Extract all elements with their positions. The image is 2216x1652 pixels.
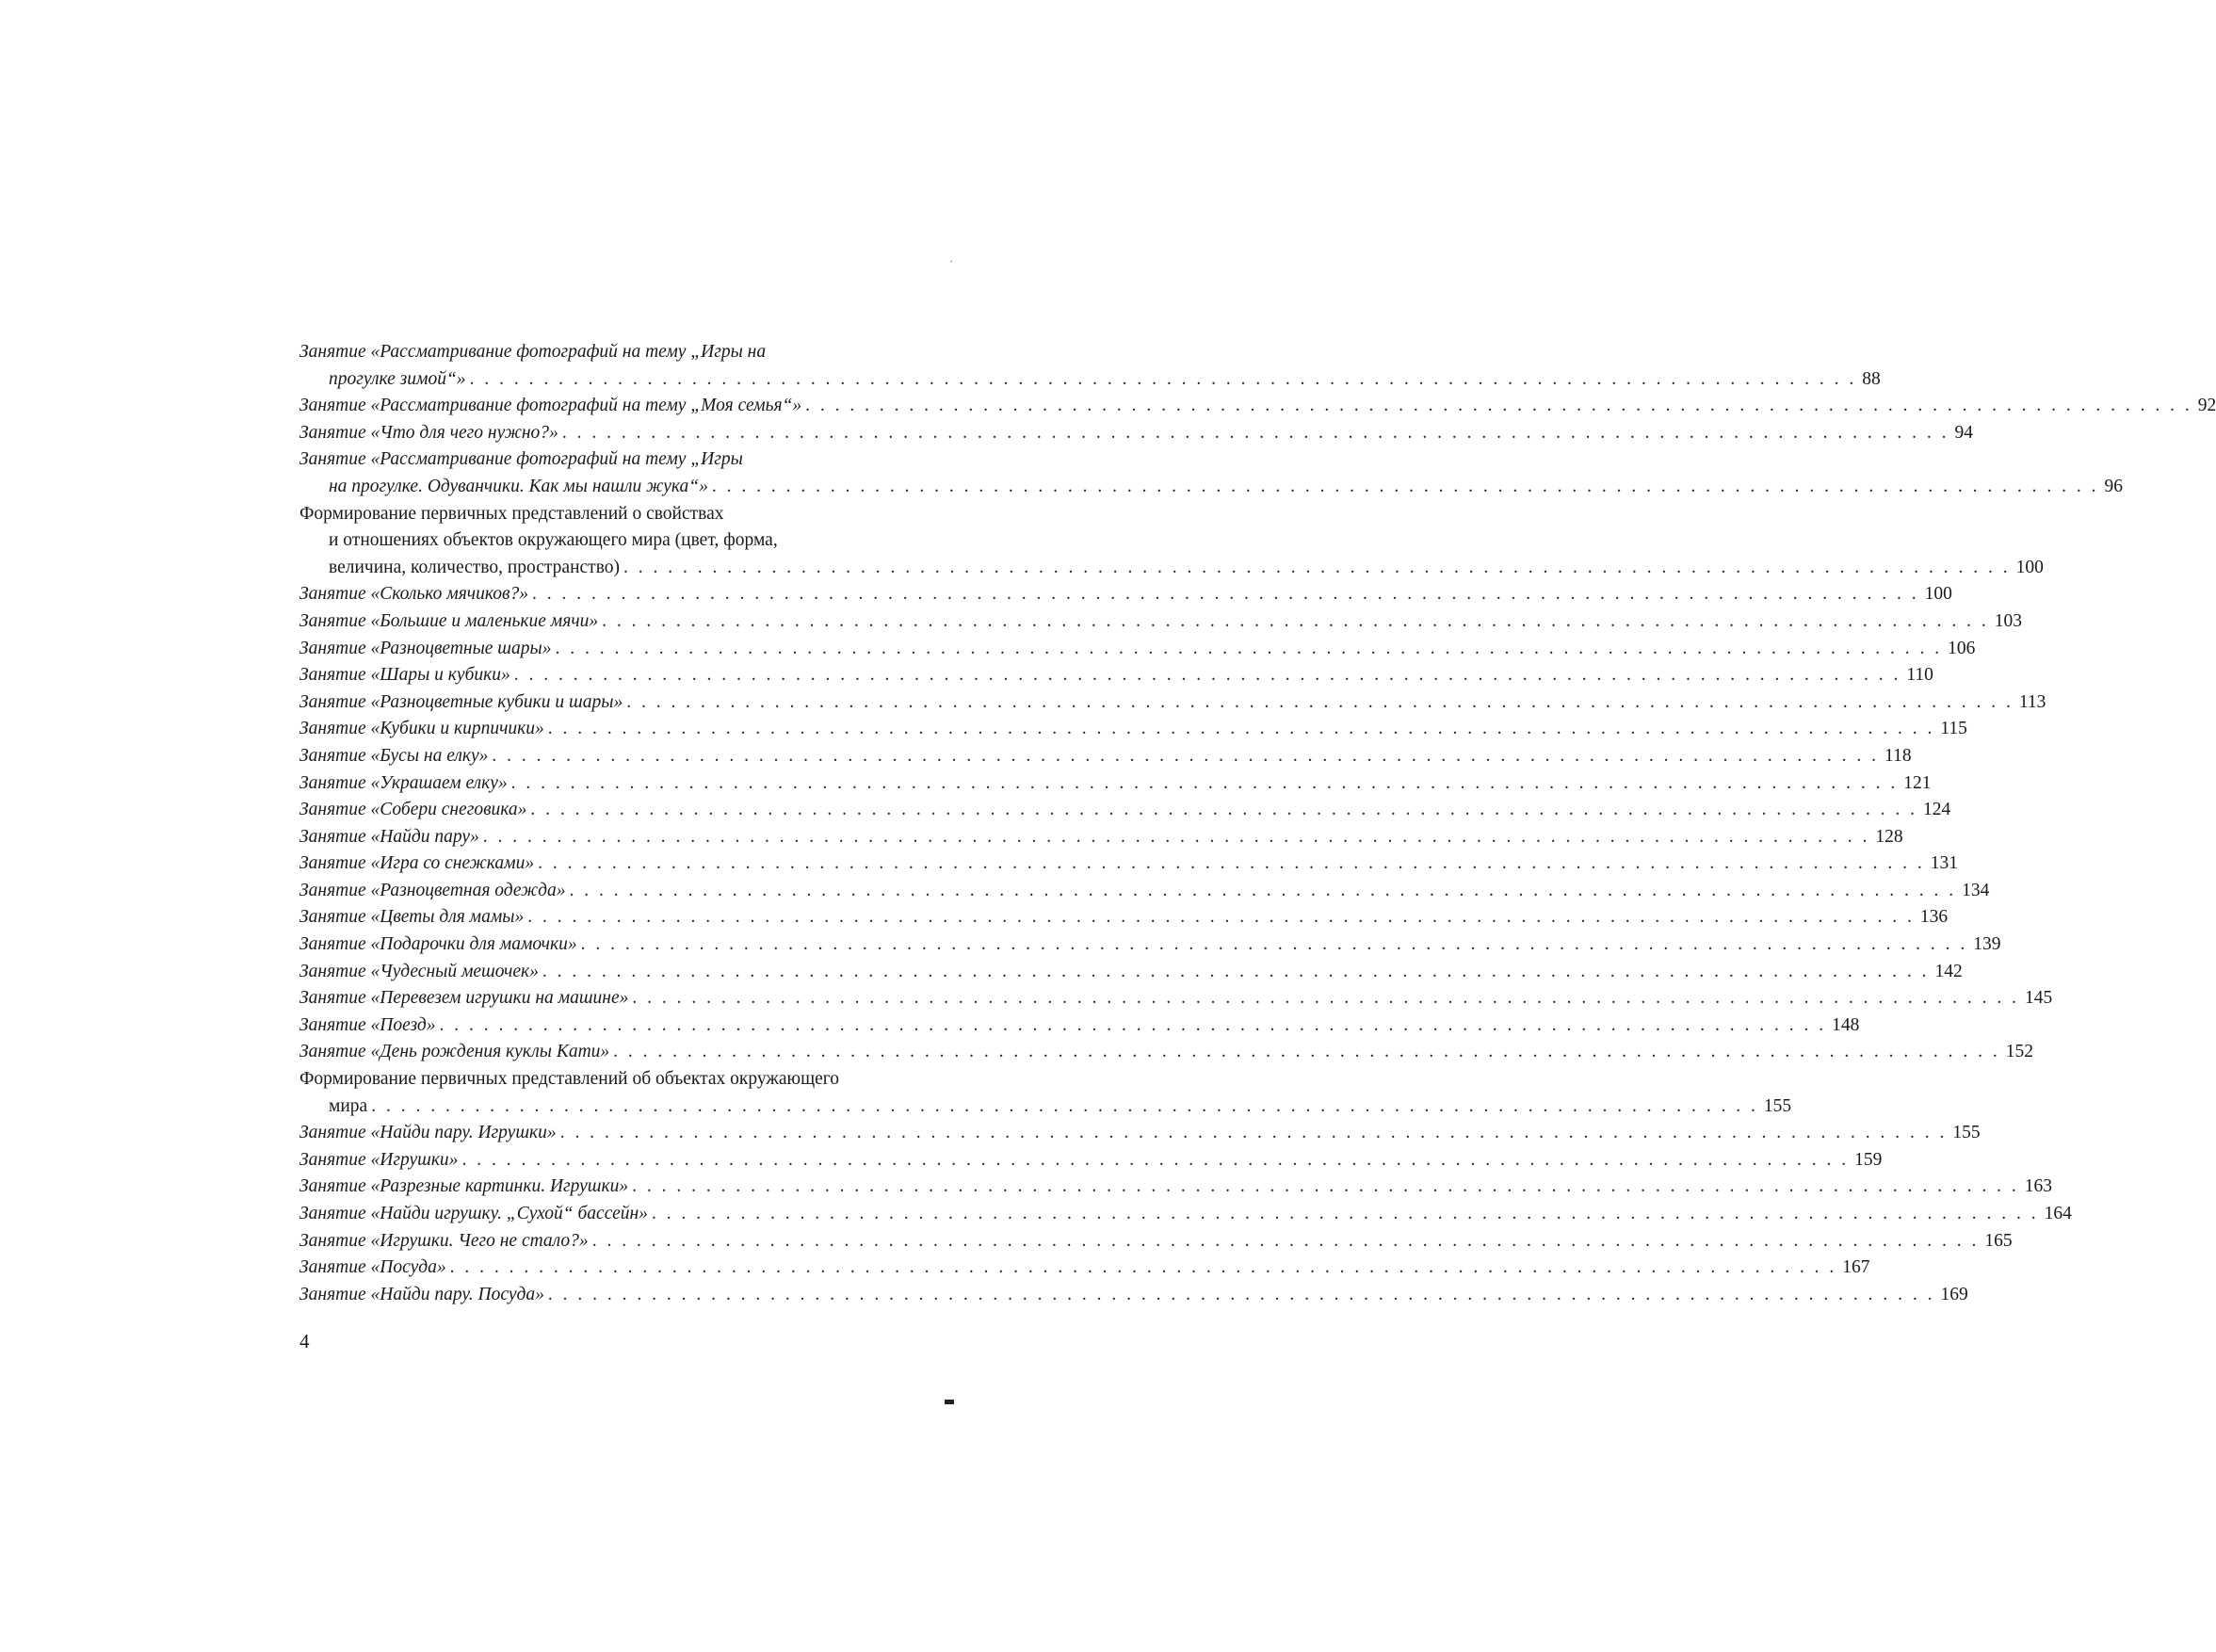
toc-section-entry	[299, 501, 2044, 582]
toc-page-number: 115	[1940, 719, 1967, 739]
dot-leader: . . . . . . . . . . . . . . . . . . . . . . . . . . . . . . . . . . . . . . . . . . . . . . . . . . . . . . . . . . . . . . . . . . . . . . . . . . . . . . . . . . . . . . . . . . . . . .	[602, 610, 1989, 631]
dot-leader: . . . . . . . . . . . . . . . . . . . . . . . . . . . . . . . . . . . . . . . . . . . . . . . . . . . . . . . . . . . . . . . . . . . . . . . . . . . . . . . . . . . . . . . . . . . . . .	[492, 745, 1880, 766]
toc-page-number: 94	[1954, 422, 1973, 443]
toc-entry-title: Занятие «Игра со снежками»	[299, 853, 535, 874]
toc-lesson-entry	[299, 1012, 1860, 1040]
toc-entry-line	[299, 339, 899, 366]
dot-leader: . . . . . . . . . . . . . . . . . . . . . . . . . . . . . . . . . . . . . . . . . . . . . . . . . . . . . . . . . . . . . . . . . . . . . . . . . . . . . . . . . . . . . . . . . . . . . .	[613, 1042, 2000, 1062]
toc-entry-line	[299, 581, 1952, 608]
toc-entry-title: Занятие «Разрезные картинки. Игрушки»	[299, 1176, 629, 1197]
dot-leader: . . . . . . . . . . . . . . . . . . . . . . . . . . . . . . . . . . . . . . . . . . . . . . . . . . . . . . . . . . . . . . . . . . . . . . . . . . . . . . . . . . . . . . . . . . . . . .	[538, 853, 1925, 874]
toc-entry-line	[299, 797, 1951, 824]
toc-entry-line	[299, 446, 899, 474]
toc-entry-line	[299, 474, 2123, 501]
toc-lesson-entry	[299, 1039, 2034, 1066]
toc-entry-line	[299, 850, 1958, 878]
toc-page-number: 88	[1862, 368, 1881, 389]
toc-entry-line	[299, 1174, 2053, 1201]
table-of-contents	[299, 339, 2216, 1308]
toc-entry-title: Занятие «Чудесный мешочек»	[299, 961, 539, 981]
toc-entry-title: Занятие «Поезд»	[299, 1014, 436, 1035]
toc-entry-line	[299, 420, 1973, 447]
toc-entry-title: Занятие «Большие и маленькие мячи»	[299, 610, 599, 631]
toc-lesson-entry	[299, 824, 1903, 851]
toc-lesson-entry	[299, 662, 1933, 689]
toc-entry-line	[299, 366, 1881, 394]
toc-entry-title: Занятие «Бусы на елку»	[299, 745, 489, 766]
toc-entry-line	[299, 743, 1912, 770]
toc-entry-line	[299, 904, 1949, 931]
toc-lesson-entry	[299, 1174, 2053, 1201]
toc-lesson-entry	[299, 1201, 2072, 1228]
toc-entry-title: Формирование первичных представлений о свойствах	[299, 503, 724, 524]
toc-entry-title: Занятие «Цветы для мамы»	[299, 907, 525, 928]
toc-entry-line	[299, 1255, 1870, 1282]
toc-entry-line	[299, 824, 1903, 851]
toc-entry-title: мира	[329, 1095, 368, 1116]
toc-page-number: 142	[1934, 961, 1963, 981]
toc-lesson-entry	[299, 797, 1951, 824]
toc-entry-line	[299, 527, 899, 555]
toc-entry-title: Занятие «Шары и кубики»	[299, 665, 510, 686]
toc-page-number: 136	[1919, 907, 1949, 928]
toc-lesson-entry	[299, 985, 2053, 1012]
toc-lesson-entry	[299, 393, 2216, 420]
toc-entry-title: Занятие «Подарочки для мамочки»	[299, 934, 577, 955]
toc-page-number: 159	[1854, 1149, 1883, 1170]
toc-entry-line	[299, 501, 899, 528]
dot-leader: . . . . . . . . . . . . . . . . . . . . . . . . . . . . . . . . . . . . . . . . . . . . . . . . . . . . . . . . . . . . . . . . . . . . . . . . . . . . . . . . . . . . . . . . . . . . . .	[469, 368, 1857, 389]
dot-leader: . . . . . . . . . . . . . . . . . . . . . . . . . . . . . . . . . . . . . . . . . . . . . . . . . . . . . . . . . . . . . . . . . . . . . . . . . . . . . . . . . . . . . . . . . . . . . .	[513, 665, 1901, 686]
toc-lesson-entry	[299, 743, 1912, 770]
toc-entry-title: Занятие «Рассматривание фотографий на тему „Моя семья“»	[299, 396, 802, 416]
toc-page-number: 145	[2025, 988, 2053, 1009]
toc-lesson-entry	[299, 770, 1932, 798]
toc-lesson-entry	[299, 904, 1949, 931]
dot-leader: . . . . . . . . . . . . . . . . . . . . . . . . . . . . . . . . . . . . . . . . . . . . . . . . . . . . . . . . . . . . . . . . . . . . . . . . . . . . . . . . . . . . . . . . . . . . . .	[542, 961, 1930, 981]
dot-leader: . . . . . . . . . . . . . . . . . . . . . . . . . . . . . . . . . . . . . . . . . . . . . . . . . . . . . . . . . . . . . . . . . . . . . . . . . . . . . . . . . . . . . . . . . . . . . .	[439, 1014, 1827, 1035]
toc-entry-title: Занятие «День рождения куклы Кати»	[299, 1042, 610, 1062]
toc-lesson-entry	[299, 339, 1881, 393]
toc-entry-line	[299, 770, 1932, 798]
toc-lesson-entry	[299, 1282, 1968, 1309]
dot-leader: . . . . . . . . . . . . . . . . . . . . . . . . . . . . . . . . . . . . . . . . . . . . . . . . . . . . . . . . . . . . . . . . . . . . . . . . . . . . . . . . . . . . . . . . . . . . . .	[547, 1284, 1935, 1304]
toc-entry-title: Занятие «Игрушки»	[299, 1149, 459, 1170]
toc-entry-title: Формирование первичных представлений об объектах окружающего	[299, 1069, 840, 1090]
toc-lesson-entry	[299, 1120, 1981, 1147]
toc-lesson-entry	[299, 959, 1963, 986]
dot-leader: . . . . . . . . . . . . . . . . . . . . . . . . . . . . . . . . . . . . . . . . . . . . . . . . . . . . . . . . . . . . . . . . . . . . . . . . . . . . . . . . . . . . . . . . . . . . . .	[632, 988, 2019, 1009]
toc-entry-line	[299, 716, 1967, 743]
toc-page-number: 152	[2005, 1042, 2034, 1062]
toc-page-number: 128	[1875, 826, 1903, 847]
dot-leader: . . . . . . . . . . . . . . . . . . . . . . . . . . . . . . . . . . . . . . . . . . . . . . . . . . . . . . . . . . . . . . . . . . . . . . . . . . . . . . . . . . . . . . . . . . . . . .	[805, 396, 2192, 416]
toc-lesson-entry	[299, 581, 1952, 608]
dot-leader: . . . . . . . . . . . . . . . . . . . . . . . . . . . . . . . . . . . . . . . . . . . . . . . . . . . . . . . . . . . . . . . . . . . . . . . . . . . . . . . . . . . . . . . . . . . . . .	[626, 691, 2014, 712]
dot-leader: . . . . . . . . . . . . . . . . . . . . . . . . . . . . . . . . . . . . . . . . . . . . . . . . . . . . . . . . . . . . . . . . . . . . . . . . . . . . . . . . . . . . . . . . . . . . . .	[561, 422, 1949, 443]
toc-page-number: 164	[2044, 1204, 2072, 1223]
toc-page-number: 148	[1832, 1014, 1860, 1035]
toc-page-number: 155	[1952, 1123, 1981, 1143]
toc-page-number: 163	[2024, 1176, 2053, 1197]
toc-entry-title: Занятие «Найди пару. Игрушки»	[299, 1123, 557, 1143]
toc-page-number: 169	[1940, 1284, 1968, 1304]
toc-page-number: 167	[1842, 1257, 1870, 1278]
toc-entry-title: Занятие «Кубики и кирпичики»	[299, 719, 544, 739]
toc-entry-line	[299, 1039, 2034, 1066]
toc-entry-line	[299, 985, 2053, 1012]
toc-entry-line	[299, 931, 2001, 959]
toc-entry-title: Занятие «Что для чего нужно?»	[299, 422, 558, 443]
toc-entry-line	[299, 1093, 1792, 1121]
dot-leader: . . . . . . . . . . . . . . . . . . . . . . . . . . . . . . . . . . . . . . . . . . . . . . . . . . . . . . . . . . . . . . . . . . . . . . . . . . . . . . . . . . . . . . . . . . . . . .	[547, 719, 1935, 739]
toc-entry-title: Занятие «Разноцветная одежда»	[299, 880, 566, 900]
dot-leader: . . . . . . . . . . . . . . . . . . . . . . . . . . . . . . . . . . . . . . . . . . . . . . . . . . . . . . . . . . . . . . . . . . . . . . . . . . . . . . . . . . . . . . . . . . . . . .	[530, 800, 1918, 820]
toc-entry-title: Занятие «Разноцветные кубики и шары»	[299, 691, 623, 712]
dot-leader: . . . . . . . . . . . . . . . . . . . . . . . . . . . . . . . . . . . . . . . . . . . . . . . . . . . . . . . . . . . . . . . . . . . . . . . . . . . . . . . . . . . . . . . . . . . . . .	[531, 584, 1919, 605]
dot-leader: . . . . . . . . . . . . . . . . . . . . . . . . . . . . . . . . . . . . . . . . . . . . . . . . . . . . . . . . . . . . . . . . . . . . . . . . . . . . . . . . . . . . . . . . . . . . . .	[461, 1149, 1850, 1170]
toc-lesson-entry	[299, 1147, 1883, 1174]
toc-lesson-entry	[299, 446, 2123, 500]
toc-entry-title: Занятие «Перевезем игрушки на машине»	[299, 988, 629, 1009]
toc-entry-line	[299, 555, 2044, 582]
toc-entry-title: на прогулке. Одуванчики. Как мы нашли жука“»	[329, 476, 708, 496]
toc-entry-line	[299, 689, 2046, 717]
toc-entry-line	[299, 608, 2022, 636]
toc-lesson-entry	[299, 1255, 1870, 1282]
toc-entry-title: и отношениях объектов окружающего мира (цвет, форма,	[329, 530, 778, 551]
toc-page-number: 103	[1994, 610, 2022, 631]
toc-entry-title: Занятие «Украшаем елку»	[299, 772, 508, 793]
scan-edge-tick	[950, 260, 952, 263]
toc-lesson-entry	[299, 1228, 2013, 1255]
toc-page-number: 96	[2104, 476, 2123, 496]
dot-leader: . . . . . . . . . . . . . . . . . . . . . . . . . . . . . . . . . . . . . . . . . . . . . . . . . . . . . . . . . . . . . . . . . . . . . . . . . . . . . . . . . . . . . . . . . . . . . .	[449, 1257, 1837, 1278]
toc-entry-title: Занятие «Рассматривание фотографий на тему „Игры на	[299, 342, 767, 362]
toc-entry-line	[299, 393, 2216, 420]
toc-page-number: 106	[1948, 638, 1976, 658]
toc-page-number: 131	[1930, 853, 1958, 874]
toc-entry-line	[299, 959, 1963, 986]
toc-entry-title: Занятие «Игрушки. Чего не стало?»	[299, 1230, 589, 1251]
toc-page-number: 110	[1906, 665, 1933, 686]
toc-entry-title: Занятие «Сколько мячиков?»	[299, 584, 528, 605]
toc-entry-title: Занятие «Собери снеговика»	[299, 800, 527, 820]
toc-lesson-entry	[299, 420, 1973, 447]
toc-entry-line	[299, 878, 1990, 905]
toc-entry-line	[299, 636, 1976, 663]
toc-entry-line	[299, 662, 1933, 689]
toc-page-number: 139	[1973, 934, 2001, 955]
toc-entry-line	[299, 1282, 1968, 1309]
dot-leader: . . . . . . . . . . . . . . . . . . . . . . . . . . . . . . . . . . . . . . . . . . . . . . . . . . . . . . . . . . . . . . . . . . . . . . . . . . . . . . . . . . . . . . . . . . . . . .	[651, 1204, 2039, 1223]
toc-entry-line	[299, 1120, 1981, 1147]
page-number: 4	[299, 1330, 310, 1352]
toc-lesson-entry	[299, 878, 1990, 905]
dot-leader: . . . . . . . . . . . . . . . . . . . . . . . . . . . . . . . . . . . . . . . . . . . . . . . . . . . . . . . . . . . . . . . . . . . . . . . . . . . . . . . . . . . . . . . . . . . . . .	[580, 934, 1968, 955]
toc-page-number: 124	[1923, 800, 1951, 820]
dot-leader: . . . . . . . . . . . . . . . . . . . . . . . . . . . . . . . . . . . . . . . . . . . . . . . . . . . . . . . . . . . . . . . . . . . . . . . . . . . . . . . . . . . . . . . . . . . . . .	[632, 1176, 2019, 1197]
toc-entry-title: Занятие «Найди игрушку. „Сухой“ бассейн»	[299, 1204, 648, 1223]
toc-page-number: 92	[2197, 396, 2216, 416]
dot-leader: . . . . . . . . . . . . . . . . . . . . . . . . . . . . . . . . . . . . . . . . . . . . . . . . . . . . . . . . . . . . . . . . . . . . . . . . . . . . . . . . . . . . . . . . . . . . . .	[711, 476, 2099, 496]
toc-lesson-entry	[299, 636, 1976, 663]
dot-leader: . . . . . . . . . . . . . . . . . . . . . . . . . . . . . . . . . . . . . . . . . . . . . . . . . . . . . . . . . . . . . . . . . . . . . . . . . . . . . . . . . . . . . . . . . . . . . .	[623, 557, 2011, 577]
toc-page-number: 121	[1903, 772, 1932, 793]
dot-leader: . . . . . . . . . . . . . . . . . . . . . . . . . . . . . . . . . . . . . . . . . . . . . . . . . . . . . . . . . . . . . . . . . . . . . . . . . . . . . . . . . . . . . . . . . . . . . .	[569, 880, 1957, 900]
scan-edge-mark	[945, 1400, 954, 1404]
dot-leader: . . . . . . . . . . . . . . . . . . . . . . . . . . . . . . . . . . . . . . . . . . . . . . . . . . . . . . . . . . . . . . . . . . . . . . . . . . . . . . . . . . . . . . . . . . . . . .	[559, 1123, 1948, 1143]
dot-leader: . . . . . . . . . . . . . . . . . . . . . . . . . . . . . . . . . . . . . . . . . . . . . . . . . . . . . . . . . . . . . . . . . . . . . . . . . . . . . . . . . . . . . . . . . . . . . .	[591, 1230, 1980, 1251]
toc-page-number: 100	[2015, 557, 2044, 577]
dot-leader: . . . . . . . . . . . . . . . . . . . . . . . . . . . . . . . . . . . . . . . . . . . . . . . . . . . . . . . . . . . . . . . . . . . . . . . . . . . . . . . . . . . . . . . . . . . . . .	[510, 772, 1899, 793]
dot-leader: . . . . . . . . . . . . . . . . . . . . . . . . . . . . . . . . . . . . . . . . . . . . . . . . . . . . . . . . . . . . . . . . . . . . . . . . . . . . . . . . . . . . . . . . . . . . . .	[555, 638, 1943, 658]
toc-entry-title: величина, количество, пространство)	[329, 557, 621, 577]
toc-entry-line	[299, 1012, 1860, 1040]
toc-page-number: 118	[1884, 745, 1912, 766]
toc-entry-title: Занятие «Рассматривание фотографий на тему „Игры	[299, 449, 743, 470]
dot-leader: . . . . . . . . . . . . . . . . . . . . . . . . . . . . . . . . . . . . . . . . . . . . . . . . . . . . . . . . . . . . . . . . . . . . . . . . . . . . . . . . . . . . . . . . . . . . . .	[527, 907, 1915, 928]
toc-lesson-entry	[299, 608, 2022, 636]
toc-lesson-entry	[299, 716, 1967, 743]
toc-entry-line	[299, 1201, 2072, 1228]
toc-lesson-entry	[299, 931, 2001, 959]
toc-page-number: 134	[1962, 880, 1990, 900]
dot-leader: . . . . . . . . . . . . . . . . . . . . . . . . . . . . . . . . . . . . . . . . . . . . . . . . . . . . . . . . . . . . . . . . . . . . . . . . . . . . . . . . . . . . . . . . . . . . . .	[482, 826, 1870, 847]
toc-entry-title: Занятие «Посуда»	[299, 1257, 446, 1278]
toc-page-number: 100	[1924, 584, 1952, 605]
toc-lesson-entry	[299, 850, 1958, 878]
dot-leader: . . . . . . . . . . . . . . . . . . . . . . . . . . . . . . . . . . . . . . . . . . . . . . . . . . . . . . . . . . . . . . . . . . . . . . . . . . . . . . . . . . . . . . . . . . . . . .	[371, 1095, 1758, 1116]
toc-entry-title: Занятие «Найди пару»	[299, 826, 479, 847]
toc-entry-title: Занятие «Разноцветные шары»	[299, 638, 552, 658]
toc-entry-line	[299, 1228, 2013, 1255]
toc-entry-line	[299, 1066, 899, 1093]
toc-section-entry	[299, 1066, 1792, 1120]
toc-page-number: 165	[1984, 1230, 2013, 1251]
toc-page-number: 113	[2018, 691, 2046, 712]
toc-entry-title: Занятие «Найди пару. Посуда»	[299, 1284, 544, 1304]
toc-page-number: 155	[1763, 1095, 1792, 1116]
toc-entry-title: прогулке зимой“»	[329, 368, 466, 389]
toc-lesson-entry	[299, 689, 2046, 717]
toc-entry-line	[299, 1147, 1883, 1174]
